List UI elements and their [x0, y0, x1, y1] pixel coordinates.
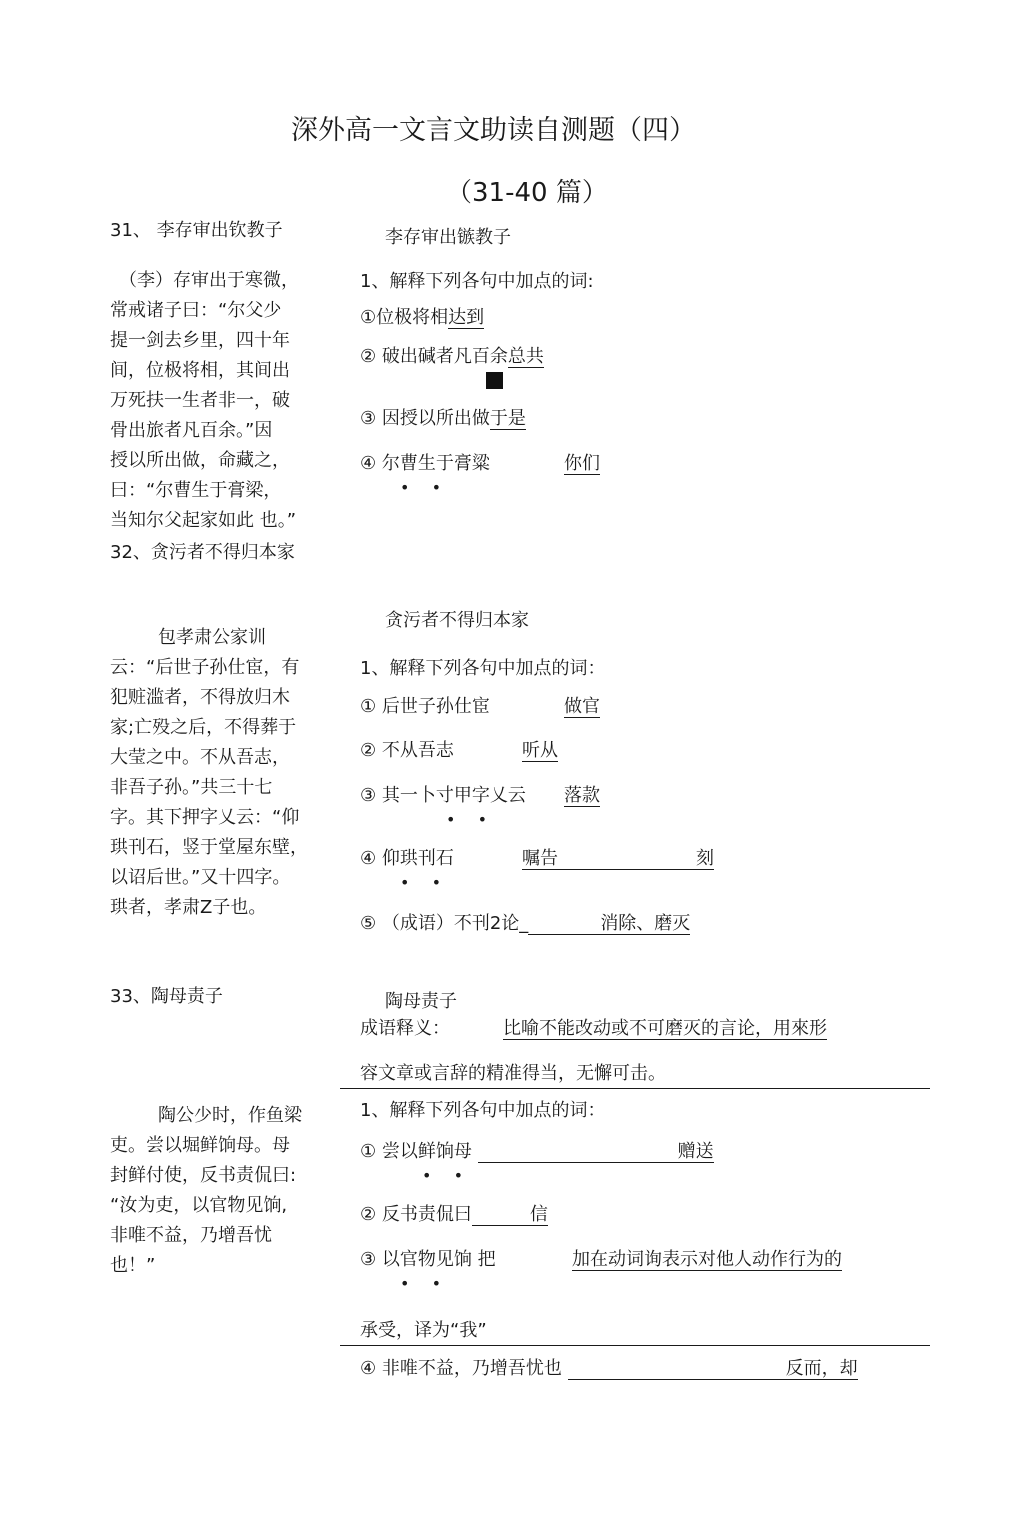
question-item	[360, 742, 454, 760]
answer-blank	[478, 1144, 678, 1163]
question-item-answer	[522, 742, 558, 762]
emphasis-dots: • •	[400, 478, 446, 497]
section-31-passage	[110, 266, 340, 536]
passage-line: 珙刊石，竖于堂屋东壁，	[110, 837, 308, 858]
section-32-right-title: 贪污者不得归本家	[385, 610, 529, 631]
idiom-definition-line1	[503, 1020, 827, 1040]
question-item-answer	[564, 455, 600, 475]
passage-line: 封鲜付使，反书责侃曰:	[110, 1165, 297, 1186]
question-item-answer	[564, 698, 600, 718]
page-title: 深外高一文言文助读自测题（四）	[291, 115, 696, 146]
question-intro: 1、解释下列各句中加点的词:	[360, 271, 594, 292]
passage-line: 大莹之中。不从吾志，	[110, 747, 290, 768]
answer-blank	[472, 1207, 530, 1226]
answer: 嘱告	[522, 848, 558, 869]
passage-line: “汝为吏，以官物见饷,	[110, 1195, 288, 1216]
emphasis-dots: • •	[400, 1274, 446, 1293]
passage-line: 云：“后世子孙仕宦，有	[110, 657, 300, 678]
answer: 于是	[489, 408, 526, 429]
passage-line: 包孝肃公家训	[158, 627, 266, 648]
answer-blank	[528, 916, 600, 935]
question-item	[360, 1206, 548, 1226]
item-text: ⑤ （成语）不刊2论_	[360, 913, 529, 934]
passage-line: 吏。尝以堀鲜饷母。母	[110, 1135, 290, 1156]
section-33-passage	[110, 1101, 340, 1281]
question-intro: 1、解释下列各句中加点的词：	[360, 1100, 606, 1121]
answer: 反而，却	[785, 1358, 858, 1379]
passage-line: 授以所出做，命藏之，	[110, 450, 290, 471]
section-33-right-title: 陶母责子	[385, 991, 457, 1012]
emphasis-dots: • •	[400, 873, 446, 892]
passage-line: 骨出旅者凡百余。”因	[110, 420, 273, 441]
answer: 达到	[448, 307, 485, 328]
passage-line: 当知尔父起家如此 也。”	[110, 510, 297, 531]
question-item-answer	[564, 787, 600, 807]
section-32-passage	[110, 623, 340, 923]
filled-square-mark	[486, 372, 503, 389]
section-32-heading: 32、贪污者不得归本家	[110, 542, 295, 563]
section-31-right-title: 李存审出镞教子	[385, 227, 511, 248]
passage-line: 珙者，孝肃Z子也。	[110, 897, 267, 918]
passage-line: 常戒诸子曰：“尔父少	[110, 300, 282, 321]
item-text: ② 反书责侃曰	[360, 1204, 472, 1225]
passage-line: 家;亡殁之后，不得葬于	[110, 717, 297, 738]
answer: 消除、磨灭	[600, 913, 691, 934]
passage-line: （李）存审出于寒微，	[110, 270, 299, 291]
question-item	[360, 455, 490, 473]
answer: 赠送	[677, 1141, 714, 1162]
idiom-definition-line2: 容文章或言辞的精准得当，无懈可击。	[360, 1063, 666, 1084]
passage-line: 曰：“尔曹生于膏梁，	[110, 480, 282, 501]
idiom-definition-text: 比喻不能改动或不可磨灭的言论，用來形	[503, 1018, 827, 1039]
passage-line: 犯赃滥者，不得放归木	[110, 687, 290, 708]
answer-2: 刻	[696, 848, 714, 869]
answer: 总共	[507, 346, 544, 367]
question-item	[360, 915, 690, 935]
passage-line: 以诏后世。”又十四字。	[110, 867, 291, 888]
item-text: ④ 尔曹生于膏粱	[360, 453, 490, 474]
answer: 加在动词询表示对他人动作行为的	[572, 1249, 842, 1270]
item-text: ① 后世子孙仕宦	[360, 696, 490, 717]
page-subtitle: （31-40 篇）	[446, 178, 608, 208]
item-text: ①位极将相	[360, 307, 449, 328]
idiom-label: 成语释义：	[360, 1018, 450, 1039]
item-text: ④ 非唯不益，乃增吾忧也	[360, 1358, 562, 1379]
passage-line: 非吾子孙。”共三十七	[110, 777, 273, 798]
question-item	[360, 348, 544, 368]
passage-line: 也！”	[110, 1255, 156, 1276]
item-text: ③ 因授以所出做	[360, 408, 490, 429]
question-item	[360, 1143, 714, 1163]
item-text: ③ 其一卜寸甲字乂云	[360, 785, 526, 806]
item-text: ② 破出碱者凡百余	[360, 346, 508, 367]
question-item-answer	[522, 850, 714, 870]
answer-blank	[568, 1361, 786, 1380]
question-item	[360, 410, 526, 430]
divider-line	[340, 1345, 930, 1346]
item-text: ④ 仰珙刊石	[360, 848, 454, 869]
answer: 落款	[564, 785, 600, 806]
passage-line: 万死扶一生者非一，破	[110, 390, 290, 411]
question-item	[360, 787, 526, 805]
divider-line	[340, 1088, 930, 1089]
answer: 听从	[522, 740, 558, 761]
passage-line: 陶公少时，作鱼梁	[158, 1105, 302, 1126]
section-33-heading: 33、陶母责子	[110, 986, 223, 1007]
question-item-answer	[572, 1251, 842, 1271]
answer-continuation: 承受，译为“我”	[360, 1320, 487, 1341]
question-item	[360, 1360, 858, 1380]
question-item	[360, 309, 484, 329]
section-31-heading: 31、 李存审出钦教子	[110, 220, 283, 241]
item-text: ① 尝以鲜饷母	[360, 1141, 472, 1162]
emphasis-dots: • •	[422, 1166, 468, 1185]
answer: 做官	[564, 696, 600, 717]
passage-line: 间，位极将相，其间出	[110, 360, 290, 381]
passage-line: 非唯不益，乃增吾忧	[110, 1225, 272, 1246]
passage-line: 提一剑去乡里，四十年	[110, 330, 290, 351]
item-text: ③ 以官物见饷 把	[360, 1249, 496, 1270]
passage-line: 字。其下押字乂云：“仰	[110, 807, 300, 828]
question-item	[360, 850, 454, 868]
emphasis-dots: • •	[446, 810, 492, 829]
question-intro: 1、解释下列各句中加点的词：	[360, 658, 606, 679]
question-item	[360, 698, 490, 716]
answer: 你们	[564, 453, 600, 474]
item-text: ② 不从吾志	[360, 740, 454, 761]
question-item	[360, 1251, 496, 1269]
answer: 信	[529, 1204, 548, 1225]
